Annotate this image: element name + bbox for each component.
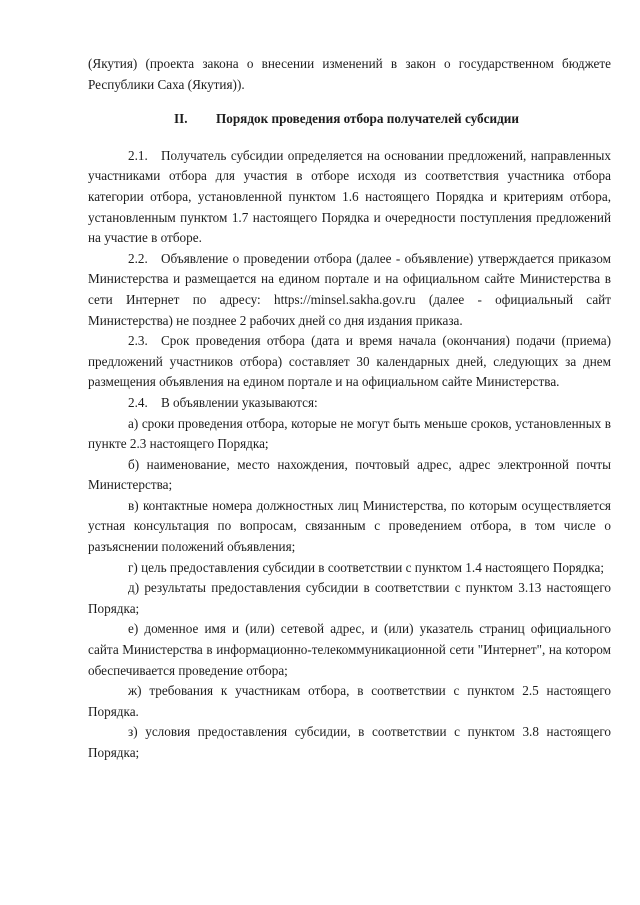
list-item-d: д) результаты предоставления субсидии в соответствии с пунктом 3.13 настоящего Порядка; [88,580,611,616]
paragraph-2-1: 2.1. Получатель субсидии определяется на основании предложений, направленных участниками отбора для участия в отборе исходя из соответствия участника отбора категории отбора, установленной пунктом 1.6 настоящего Порядка и критериям отбора, установленным пунктом 1.7 настоящего Порядка и очередности поступления предложений на участие в отборе. [88,147,611,246]
paragraph-2-2: 2.2. Объявление о проведении отбора (далее - объявление) утверждается приказом Министерства и размещается на едином портале и на официальном сайте Министерства в сети Интернет по адресу: https://minsel.sakha.gov.ru (далее - официальный сайт Министерства) не позднее 2 рабочих дней со дня издания приказа. [88,250,611,328]
list-item-z: з) условия предоставления субсидии, в соответствии с пунктом 3.8 настоящего Порядка; [88,724,611,760]
paragraph-2-3: 2.3. Срок проведения отбора (дата и время начала (окончания) подачи (приема) предложений участников отбора) составляет 30 календарных дней, следующих за днем размещения объявления на едином портале и на официальном сайте Министерства. [88,333,611,390]
intro-paragraph: (Якутия) (проекта закона о внесении изменений в закон о государственном бюджете Республики Саха (Якутия)). [88,56,611,92]
list-item-g: г) цель предоставления субсидии в соответствии с пунктом 1.4 настоящего Порядка; [128,559,605,575]
list-item-a: а) сроки проведения отбора, которые не могут быть меньше сроков, установленных в пункте 2.3 настоящего Порядка; [88,415,611,452]
list-item-b: б) наименование, место нахождения, почтовый адрес, адрес электронной почты Министерства; [88,456,611,493]
list-item-e: е) доменное имя и (или) сетевой адрес, и (или) указатель страниц официального сайта Министерства в информационно-телекоммуникационной сети "Интернет", на котором обеспечивается проведение отбора; [88,621,611,678]
section-heading [88,109,611,130]
paragraph-2-4: 2.4. В объявлении указываются: [128,394,318,410]
list-item-zh: ж) требования к участникам отбора, в соответствии с пунктом 2.5 настоящего Порядка. [88,683,611,719]
document-page [88,54,611,764]
list-item-v: в) контактные номера должностных лиц Министерства, по которым осуществляется устная консультация по вопросам, связанным с проведением отбора, в том числе о разъяснении положений объявления; [88,497,611,555]
section-title: Порядок проведения отбора получателей субсидии [216,111,519,127]
section-number: II. [174,111,188,127]
